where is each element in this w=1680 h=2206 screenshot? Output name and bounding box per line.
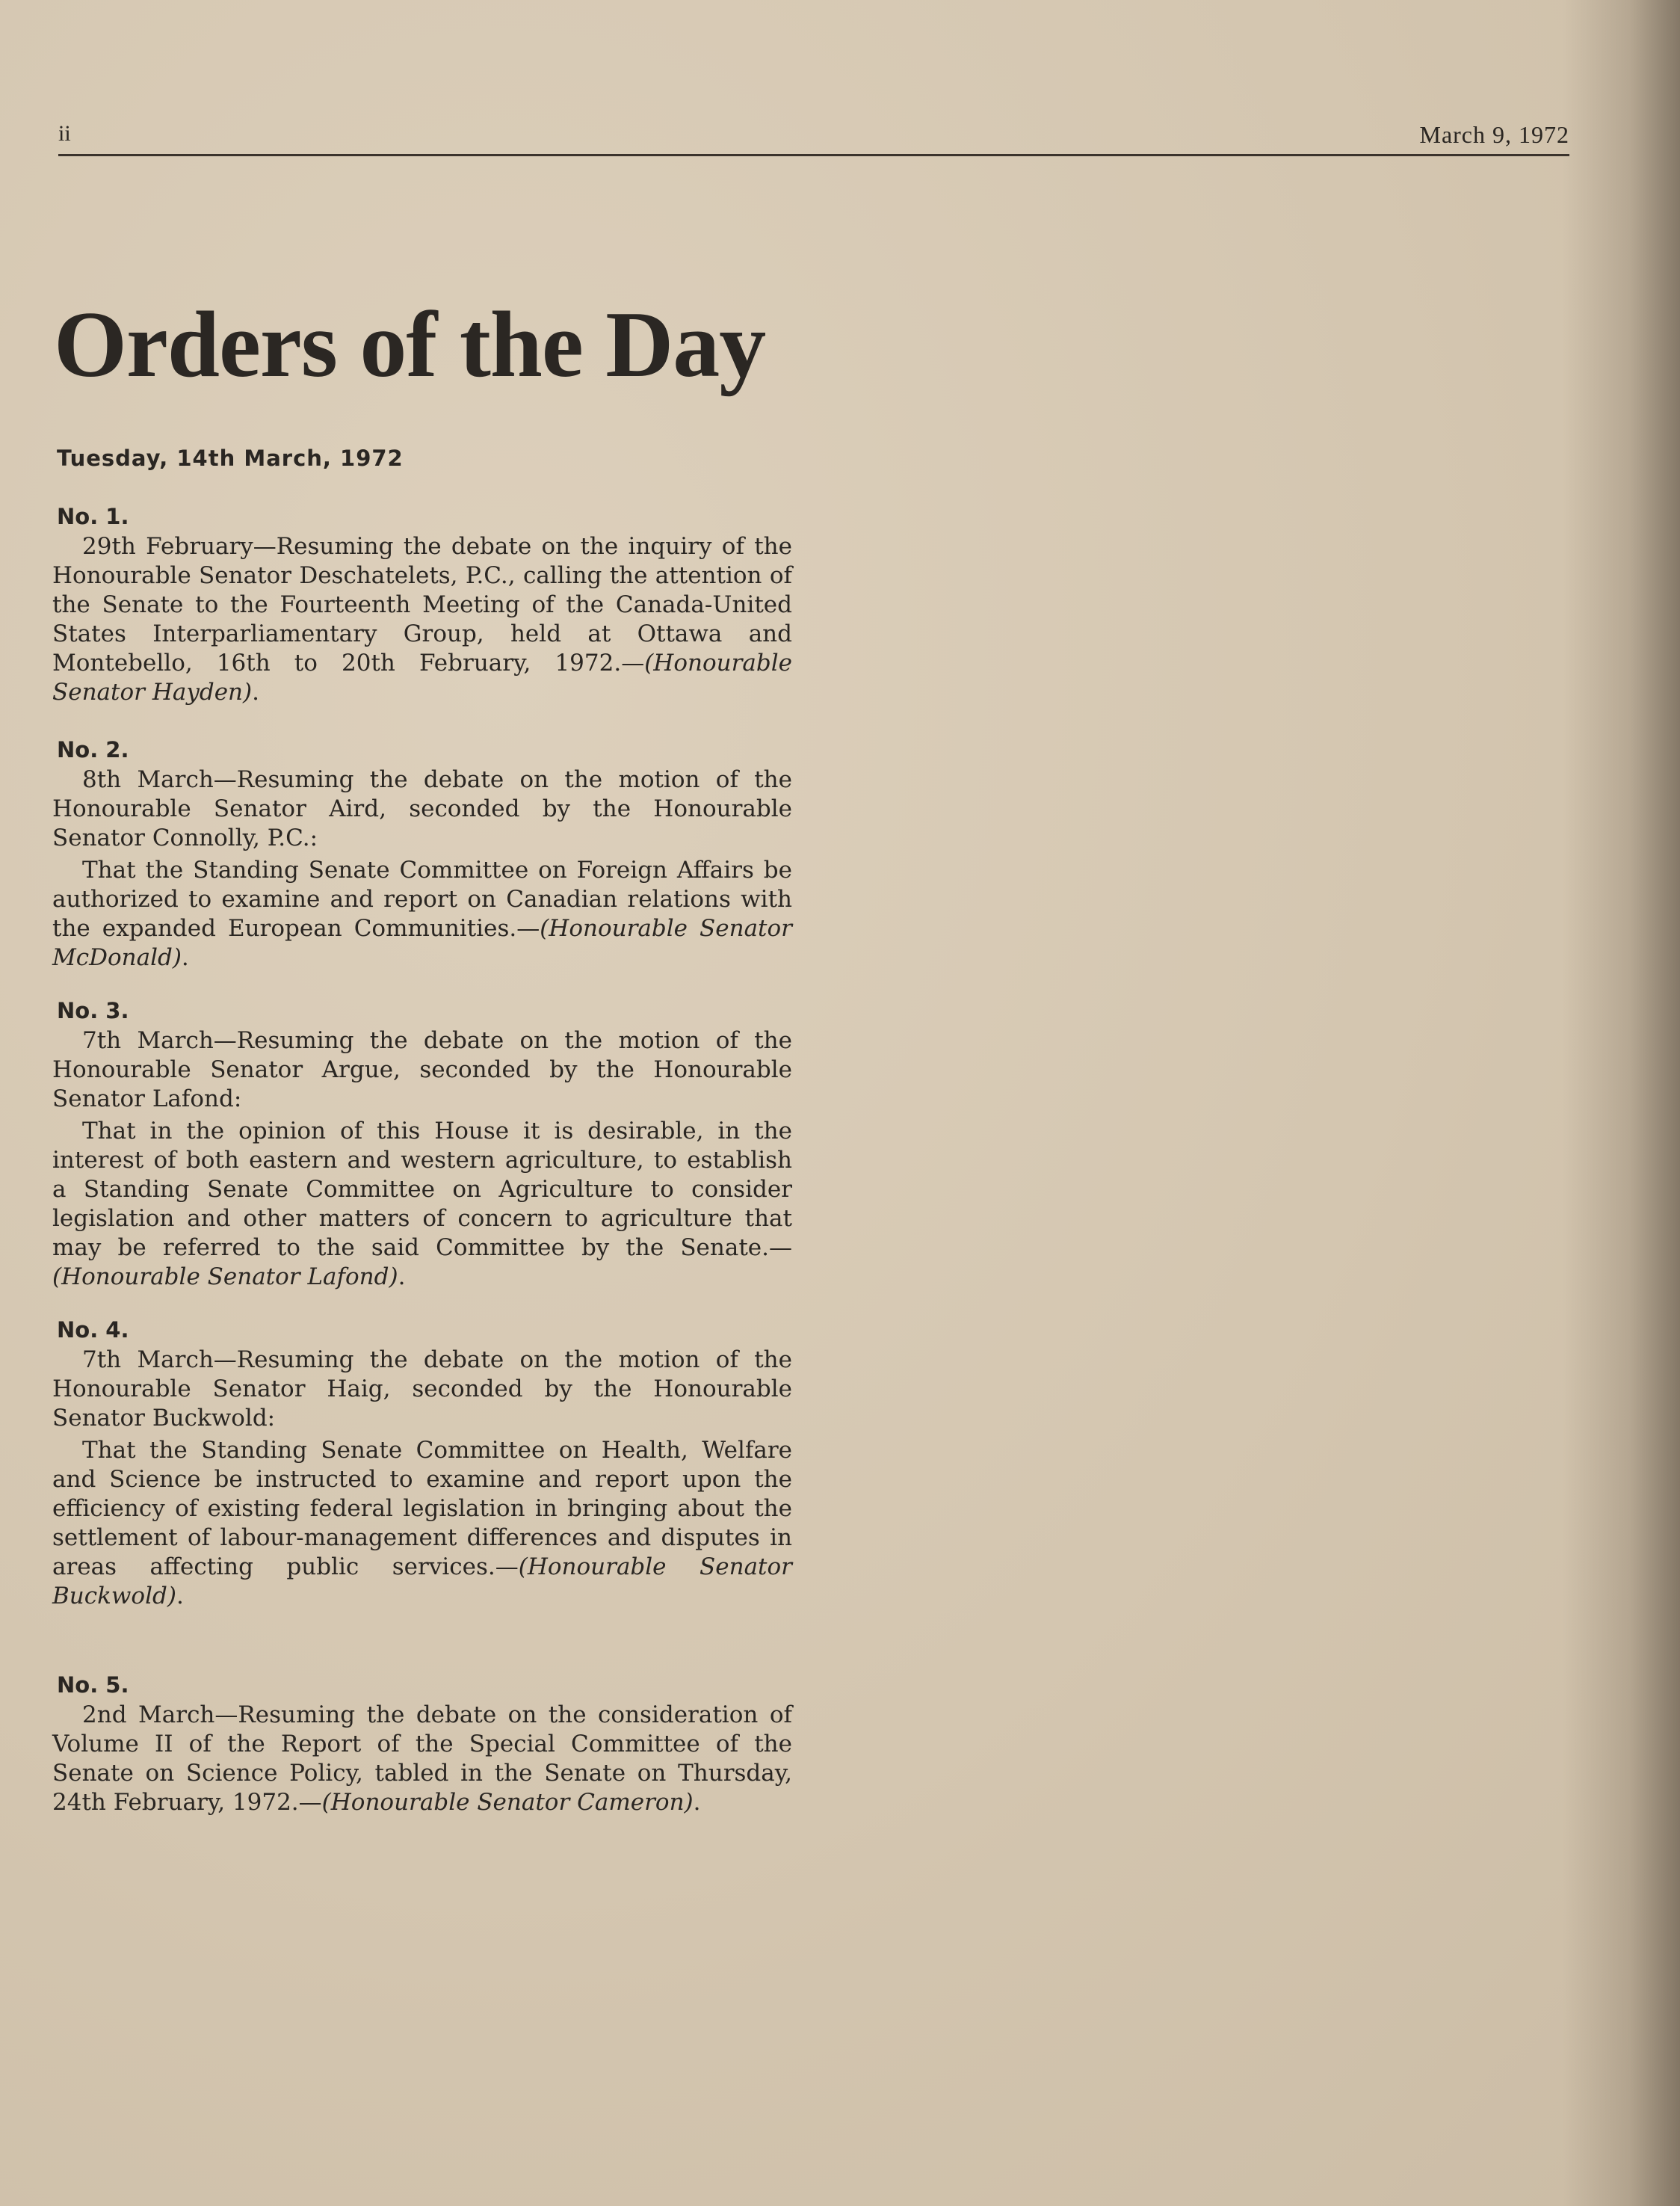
paragraph-text: That the Standing Senate Committee on Foreign Affairs be authorized to examine and report on Canadian relations with the expanded European Communities.— — [52, 857, 792, 942]
paragraph-tail: . — [181, 944, 189, 971]
order-paragraph — [52, 856, 792, 973]
paragraph-tail: . — [176, 1583, 184, 1609]
orders-list — [52, 501, 792, 1817]
order-paragraph — [52, 1117, 792, 1292]
paragraph-text: 29th February—Resuming the debate on the inquiry of the Honourable Senator Deschatelets, P.C., calling the attention of the Senate to the Fourteenth Meeting of the Canada-United States Interparliamentary Group, held at Ottawa and Montebello, 16th to 20th February, 1972.— — [52, 533, 792, 677]
order-paragraph — [52, 765, 792, 853]
order-paragraph — [52, 1701, 792, 1817]
header-rule — [58, 154, 1569, 156]
order-number: No. 5. — [57, 1672, 129, 1698]
order-number: No. 2. — [57, 737, 129, 762]
order-paragraph — [52, 532, 792, 707]
paragraph-text: 7th March—Resuming the debate on the motion of the Honourable Senator Argue, seconded by the Honourable Senator Lafond: — [52, 1027, 792, 1112]
order-paragraph — [52, 1436, 792, 1611]
header-date: March 9, 1972 — [1419, 121, 1569, 148]
order-number: No. 4. — [57, 1317, 129, 1343]
order-item-3 — [52, 995, 792, 1292]
senator-reference: (Honourable Senator Lafond) — [52, 1263, 398, 1290]
order-item-1 — [52, 501, 792, 707]
paragraph-tail: . — [252, 679, 259, 706]
page-title: Orders of the Day — [54, 293, 766, 397]
order-item-2 — [52, 734, 792, 973]
senator-reference: (Honourable Senator McDonald) — [52, 915, 792, 971]
senator-reference: (Honourable Senator Buckwold) — [52, 1553, 792, 1609]
sitting-date: Tuesday, 14th March, 1972 — [57, 446, 404, 471]
order-item-4 — [52, 1314, 792, 1611]
order-number: No. 1. — [57, 504, 129, 529]
page-number: ii — [58, 121, 71, 146]
paragraph-text: 7th March—Resuming the debate on the motion of the Honourable Senator Haig, seconded by the Honourable Senator Buckwold: — [52, 1346, 792, 1432]
order-paragraph — [52, 1346, 792, 1433]
paragraph-text: That in the opinion of this House it is desirable, in the interest of both eastern and western agriculture, to establish a Standing Senate Committee on Agriculture to consider legislation and other matters of concern to agriculture that may be referred to the said Committee by the Senate.— — [52, 1118, 792, 1261]
senator-reference: (Honourable Senator Cameron) — [321, 1789, 694, 1816]
paragraph-tail: . — [398, 1263, 406, 1290]
order-paragraph — [52, 1026, 792, 1114]
paragraph-text: 8th March—Resuming the debate on the motion of the Honourable Senator Aird, seconded by the Honourable Senator Connolly, P.C.: — [52, 766, 792, 851]
running-header — [58, 120, 1569, 157]
paragraph-tail: . — [693, 1789, 701, 1816]
paragraph-text: 2nd March—Resuming the debate on the consideration of Volume II of the Report of the Special Committee of the Senate on Science Policy, tabled in the Senate on Thursday, 24th February, 1972.— — [52, 1701, 792, 1816]
order-number: No. 3. — [57, 998, 129, 1023]
paragraph-text: That the Standing Senate Committee on Health, Welfare and Science be instructed to examine and report upon the efficiency of existing federal legislation in bringing about the settlement of labour-management differences and disputes in areas affecting public services.— — [52, 1437, 792, 1580]
order-item-5 — [52, 1669, 792, 1817]
senator-reference: (Honourable Senator Hayden) — [52, 650, 792, 706]
